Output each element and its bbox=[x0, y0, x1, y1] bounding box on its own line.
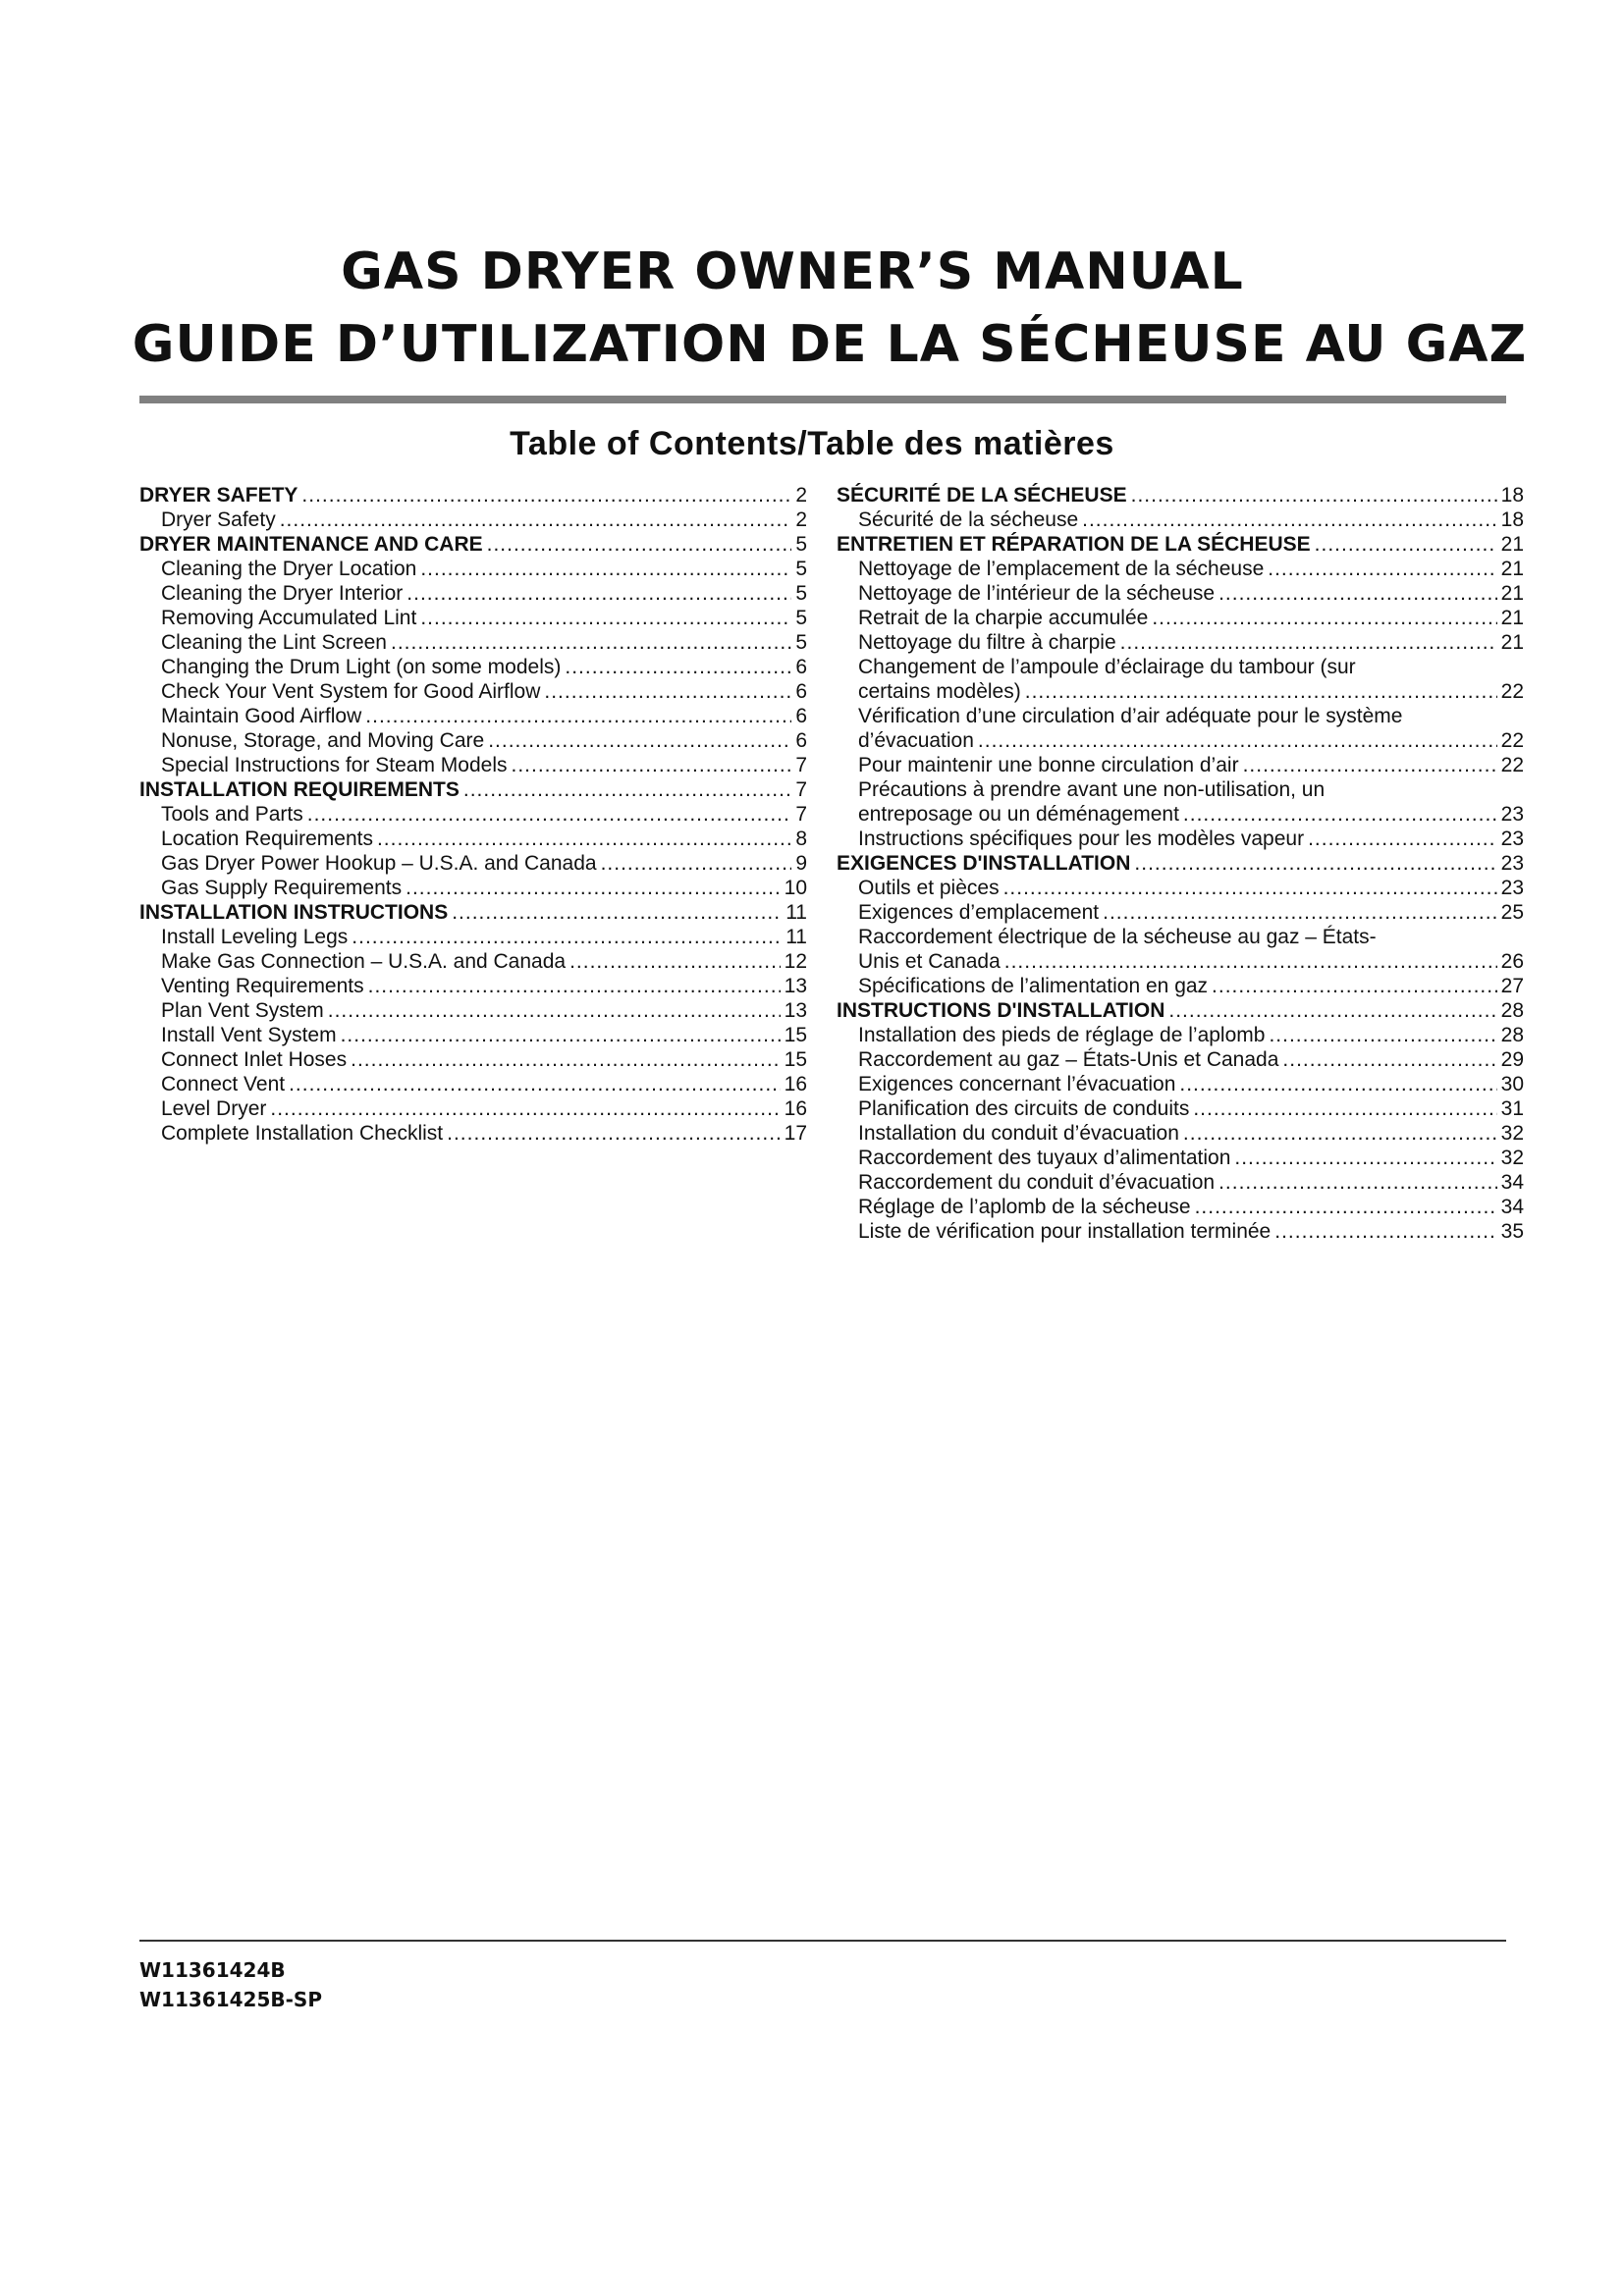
toc-page-number: 6 bbox=[795, 705, 807, 727]
toc-heading: Table of Contents/Table des matières bbox=[510, 425, 1114, 462]
toc-page-number: 34 bbox=[1500, 1196, 1524, 1218]
toc-entry bbox=[139, 925, 807, 949]
toc-page-number: 5 bbox=[795, 558, 807, 580]
toc-dot-leader bbox=[1183, 802, 1497, 827]
toc-page-number: 23 bbox=[1500, 828, 1524, 850]
toc-entry bbox=[139, 679, 807, 704]
toc-entry-label: ENTRETIEN ET RÉPARATION DE LA SÉCHEUSE bbox=[837, 533, 1311, 556]
toc-section-entry bbox=[837, 998, 1524, 1023]
toc-page-number: 10 bbox=[784, 877, 807, 899]
toc-entry bbox=[139, 630, 807, 655]
part-numbers bbox=[139, 1955, 322, 2014]
toc-dot-leader bbox=[301, 483, 791, 507]
toc-entry-label: Nettoyage de l’intérieur de la sécheuse bbox=[858, 582, 1216, 605]
toc-entry-label: Location Requirements bbox=[161, 828, 373, 850]
toc-section-entry bbox=[837, 851, 1524, 876]
toc-entry bbox=[837, 606, 1524, 630]
toc-entry bbox=[837, 1047, 1524, 1072]
toc-page-number: 11 bbox=[785, 926, 807, 948]
toc-entry bbox=[837, 876, 1524, 900]
toc-page-number: 9 bbox=[795, 852, 807, 875]
toc-dot-leader bbox=[391, 630, 791, 655]
toc-entry-label: Gas Supply Requirements bbox=[161, 877, 403, 899]
toc-entry-label: Sécurité de la sécheuse bbox=[858, 508, 1079, 531]
toc-page-number: 22 bbox=[1500, 680, 1524, 703]
toc-dot-leader bbox=[1179, 1072, 1496, 1096]
toc-dot-leader bbox=[351, 1047, 781, 1072]
toc-entry-label: Exigences concernant l’évacuation bbox=[858, 1073, 1176, 1095]
toc-page-number: 34 bbox=[1500, 1171, 1524, 1194]
toc-entry-label: Liste de vérification pour installation terminée bbox=[858, 1220, 1272, 1243]
toc-entry-label: Level Dryer bbox=[161, 1097, 267, 1120]
toc-entry-label: INSTALLATION REQUIREMENTS bbox=[139, 778, 460, 801]
toc-dot-leader bbox=[1003, 876, 1497, 900]
toc-entry-label: Nettoyage du filtre à charpie bbox=[858, 631, 1116, 654]
toc-dot-leader bbox=[365, 704, 791, 728]
toc-dot-leader bbox=[1152, 606, 1496, 630]
toc-page-number: 18 bbox=[1500, 508, 1524, 531]
toc-entry-label: Planification des circuits de conduits bbox=[858, 1097, 1190, 1120]
toc-dot-leader bbox=[1193, 1096, 1496, 1121]
toc-entry bbox=[139, 851, 807, 876]
toc-dot-leader bbox=[1120, 630, 1497, 655]
toc-entry bbox=[139, 581, 807, 606]
toc-dot-leader bbox=[447, 1121, 781, 1146]
toc-page-number: 21 bbox=[1500, 533, 1524, 556]
toc-entry bbox=[139, 1096, 807, 1121]
toc-page-number: 13 bbox=[784, 975, 807, 997]
toc-page-number: 28 bbox=[1500, 999, 1524, 1022]
toc-dot-leader bbox=[1274, 1219, 1496, 1244]
toc-page-number: 15 bbox=[784, 1024, 807, 1046]
toc-entry bbox=[837, 827, 1524, 851]
toc-page-number: 29 bbox=[1500, 1048, 1524, 1071]
toc-entry-label: Tools and Parts bbox=[161, 803, 303, 826]
toc-section-entry bbox=[139, 483, 807, 507]
toc-entry bbox=[837, 630, 1524, 655]
toc-page-number: 26 bbox=[1500, 950, 1524, 973]
toc-entry bbox=[837, 1219, 1524, 1244]
toc-dot-leader bbox=[565, 655, 791, 679]
toc-entry-label: Installation du conduit d’évacuation bbox=[858, 1122, 1179, 1145]
toc-entry-label: Cleaning the Lint Screen bbox=[161, 631, 387, 654]
toc-section-entry bbox=[837, 532, 1524, 557]
toc-dot-leader bbox=[601, 851, 792, 876]
toc-page-number: 2 bbox=[795, 484, 807, 507]
toc-entry-label: Maintain Good Airflow bbox=[161, 705, 362, 727]
toc-entry bbox=[139, 704, 807, 728]
toc-entry bbox=[837, 1146, 1524, 1170]
toc-page-number: 6 bbox=[795, 680, 807, 703]
toc-page-number: 21 bbox=[1500, 558, 1524, 580]
toc-page-number: 16 bbox=[784, 1097, 807, 1120]
toc-entry bbox=[837, 777, 1524, 802]
toc-dot-leader bbox=[1243, 753, 1497, 777]
toc-page-number: 15 bbox=[784, 1048, 807, 1071]
toc-entry-label: Réglage de l’aplomb de la sécheuse bbox=[858, 1196, 1191, 1218]
toc-entry-label: Instructions spécifiques pour les modèles vapeur bbox=[858, 828, 1305, 850]
toc-dot-leader bbox=[1212, 974, 1497, 998]
toc-page-number: 5 bbox=[795, 533, 807, 556]
toc-dot-leader bbox=[270, 1096, 780, 1121]
toc-dot-leader bbox=[280, 507, 792, 532]
toc-page-number: 7 bbox=[795, 803, 807, 826]
toc-dot-leader bbox=[544, 679, 791, 704]
toc-dot-leader bbox=[1025, 679, 1497, 704]
toc-dot-leader bbox=[328, 998, 781, 1023]
toc-page-number: 27 bbox=[1500, 975, 1524, 997]
toc-page-number: 6 bbox=[795, 656, 807, 678]
toc-entry bbox=[837, 925, 1524, 949]
toc-entry-label: Raccordement des tuyaux d’alimentation bbox=[858, 1147, 1231, 1169]
toc-entry-label: Check Your Vent System for Good Airflow bbox=[161, 680, 541, 703]
toc-page-number: 35 bbox=[1500, 1220, 1524, 1243]
toc-dot-leader bbox=[569, 949, 781, 974]
toc-dot-leader bbox=[1234, 1146, 1496, 1170]
toc-entry-label: d’évacuation bbox=[858, 729, 974, 752]
toc-entry-label: entreposage ou un déménagement bbox=[858, 803, 1179, 826]
toc-page-number: 21 bbox=[1500, 631, 1524, 654]
toc-entry bbox=[139, 827, 807, 851]
toc-entry bbox=[837, 753, 1524, 777]
toc-entry-label: Raccordement électrique de la sécheuse au gaz – États- bbox=[858, 926, 1377, 948]
part-number-english: W11361424B bbox=[139, 1958, 286, 1982]
toc-page-number: 13 bbox=[784, 999, 807, 1022]
toc-dot-leader bbox=[352, 925, 782, 949]
toc-page-number: 6 bbox=[795, 729, 807, 752]
toc-page-number: 23 bbox=[1500, 852, 1524, 875]
toc-entry-label: Changement de l’ampoule d’éclairage du tambour (sur bbox=[858, 656, 1356, 678]
toc-entry-label: Venting Requirements bbox=[161, 975, 364, 997]
toc-page-number: 21 bbox=[1500, 607, 1524, 629]
toc-entry-label: Connect Inlet Hoses bbox=[161, 1048, 348, 1071]
toc-english-column bbox=[139, 483, 807, 1146]
toc-dot-leader bbox=[487, 532, 792, 557]
toc-dot-leader bbox=[420, 557, 791, 581]
toc-dot-leader bbox=[1131, 483, 1497, 507]
toc-dot-leader bbox=[1315, 532, 1497, 557]
toc-entry bbox=[139, 802, 807, 827]
toc-dot-leader bbox=[1308, 827, 1497, 851]
toc-entry bbox=[139, 753, 807, 777]
toc-page-number: 18 bbox=[1500, 484, 1524, 507]
toc-page-number: 22 bbox=[1500, 754, 1524, 776]
toc-entry bbox=[139, 1121, 807, 1146]
toc-section-entry bbox=[139, 777, 807, 802]
toc-entry bbox=[837, 581, 1524, 606]
toc-page-number: 7 bbox=[795, 754, 807, 776]
toc-section-entry bbox=[139, 900, 807, 925]
toc-entry-label: Plan Vent System bbox=[161, 999, 324, 1022]
toc-page-number: 5 bbox=[795, 631, 807, 654]
toc-page-number: 16 bbox=[784, 1073, 807, 1095]
toc-dot-leader bbox=[488, 728, 791, 753]
toc-dot-leader bbox=[406, 876, 781, 900]
title-french: GUIDE D’UTILIZATION DE LA SÉCHEUSE AU GAZ bbox=[132, 315, 1528, 374]
toc-entry-label: Vérification d’une circulation d’air adéquate pour le système bbox=[858, 705, 1403, 727]
toc-entry-label: Outils et pièces bbox=[858, 877, 1000, 899]
toc-dot-leader bbox=[1168, 998, 1496, 1023]
toc-entry-label: certains modèles) bbox=[858, 680, 1021, 703]
toc-entry-label: Complete Installation Checklist bbox=[161, 1122, 444, 1145]
toc-dot-leader bbox=[377, 827, 791, 851]
toc-dot-leader bbox=[307, 802, 792, 827]
toc-entry bbox=[139, 974, 807, 998]
toc-page-number: 31 bbox=[1500, 1097, 1524, 1120]
toc-entry-label: Install Leveling Legs bbox=[161, 926, 349, 948]
toc-page-number: 17 bbox=[784, 1122, 807, 1145]
toc-entry bbox=[139, 949, 807, 974]
toc-entry bbox=[837, 679, 1524, 704]
toc-entry-label: Raccordement du conduit d’évacuation bbox=[858, 1171, 1216, 1194]
toc-dot-leader bbox=[1082, 507, 1497, 532]
toc-page-number: 32 bbox=[1500, 1122, 1524, 1145]
toc-dot-leader bbox=[1103, 900, 1497, 925]
toc-entry bbox=[837, 557, 1524, 581]
toc-entry-label: Make Gas Connection – U.S.A. and Canada bbox=[161, 950, 567, 973]
toc-dot-leader bbox=[512, 753, 792, 777]
toc-entry-label: Nettoyage de l’emplacement de la sécheuse bbox=[858, 558, 1265, 580]
part-number-spanish: W11361425B-SP bbox=[139, 1988, 322, 2011]
toc-entry bbox=[139, 507, 807, 532]
bottom-divider bbox=[139, 1940, 1506, 1942]
toc-dot-leader bbox=[341, 1023, 781, 1047]
toc-page-number: 30 bbox=[1500, 1073, 1524, 1095]
toc-entry bbox=[837, 900, 1524, 925]
toc-dot-leader bbox=[289, 1072, 781, 1096]
toc-entry bbox=[139, 655, 807, 679]
toc-entry bbox=[139, 876, 807, 900]
toc-page-number: 32 bbox=[1500, 1147, 1524, 1169]
toc-entry-label: Changing the Drum Light (on some models) bbox=[161, 656, 562, 678]
toc-dot-leader bbox=[368, 974, 781, 998]
toc-entry-label: Unis et Canada bbox=[858, 950, 1001, 973]
toc-page-number: 25 bbox=[1500, 901, 1524, 924]
toc-entry bbox=[837, 1096, 1524, 1121]
toc-entry-label: Pour maintenir une bonne circulation d’air bbox=[858, 754, 1239, 776]
toc-dot-leader bbox=[1269, 1023, 1496, 1047]
toc-entry bbox=[139, 606, 807, 630]
toc-page-number: 11 bbox=[785, 901, 807, 924]
toc-entry-label: Gas Dryer Power Hookup – U.S.A. and Canada bbox=[161, 852, 597, 875]
toc-dot-leader bbox=[1268, 557, 1496, 581]
toc-entry bbox=[139, 998, 807, 1023]
toc-entry-label: Raccordement au gaz – États-Unis et Canada bbox=[858, 1048, 1279, 1071]
toc-entry bbox=[837, 802, 1524, 827]
toc-dot-leader bbox=[1195, 1195, 1497, 1219]
toc-entry-label: Spécifications de l’alimentation en gaz bbox=[858, 975, 1209, 997]
toc-page-number: 5 bbox=[795, 607, 807, 629]
toc-entry-label: INSTRUCTIONS D'INSTALLATION bbox=[837, 999, 1165, 1022]
toc-dot-leader bbox=[406, 581, 791, 606]
toc-dot-leader bbox=[1004, 949, 1497, 974]
toc-entry-label: DRYER SAFETY bbox=[139, 484, 298, 507]
toc-entry-label: Installation des pieds de réglage de l’aplomb bbox=[858, 1024, 1266, 1046]
toc-dot-leader bbox=[1218, 1170, 1497, 1195]
toc-page-number: 2 bbox=[795, 508, 807, 531]
toc-entry-label: DRYER MAINTENANCE AND CARE bbox=[139, 533, 483, 556]
toc-entry-label: EXIGENCES D'INSTALLATION bbox=[837, 852, 1131, 875]
toc-dot-leader bbox=[452, 900, 782, 925]
toc-entry bbox=[837, 1121, 1524, 1146]
toc-entry-label: Nonuse, Storage, and Moving Care bbox=[161, 729, 485, 752]
toc-dot-leader bbox=[1282, 1047, 1496, 1072]
toc-entry-label: Cleaning the Dryer Interior bbox=[161, 582, 404, 605]
toc-dot-leader bbox=[1183, 1121, 1497, 1146]
toc-entry-label: Connect Vent bbox=[161, 1073, 286, 1095]
toc-entry bbox=[139, 557, 807, 581]
toc-section-entry bbox=[837, 483, 1524, 507]
toc-french-column bbox=[837, 483, 1524, 1244]
toc-entry bbox=[139, 728, 807, 753]
toc-page-number: 22 bbox=[1500, 729, 1524, 752]
toc-entry bbox=[139, 1047, 807, 1072]
toc-entry bbox=[837, 655, 1524, 679]
toc-entry-label: Exigences d’emplacement bbox=[858, 901, 1100, 924]
toc-entry-label: Install Vent System bbox=[161, 1024, 337, 1046]
toc-entry-label: Retrait de la charpie accumulée bbox=[858, 607, 1149, 629]
toc-entry bbox=[837, 949, 1524, 974]
toc-entry-label: Cleaning the Dryer Location bbox=[161, 558, 417, 580]
toc-page-number: 23 bbox=[1500, 877, 1524, 899]
toc-entry bbox=[837, 704, 1524, 728]
toc-dot-leader bbox=[1134, 851, 1496, 876]
toc-page-number: 23 bbox=[1500, 803, 1524, 826]
toc-page-number: 7 bbox=[795, 778, 807, 801]
toc-entry-label: Précautions à prendre avant une non-utilisation, un bbox=[858, 778, 1326, 801]
toc-entry-label: INSTALLATION INSTRUCTIONS bbox=[139, 901, 449, 924]
toc-page-number: 5 bbox=[795, 582, 807, 605]
toc-entry-label: Removing Accumulated Lint bbox=[161, 607, 417, 629]
toc-dot-leader bbox=[463, 777, 791, 802]
toc-dot-leader bbox=[1218, 581, 1497, 606]
toc-entry-label: Special Instructions for Steam Models bbox=[161, 754, 508, 776]
toc-entry bbox=[837, 974, 1524, 998]
toc-entry bbox=[139, 1023, 807, 1047]
toc-entry-label: Dryer Safety bbox=[161, 508, 276, 531]
toc-entry bbox=[139, 1072, 807, 1096]
title-english: GAS DRYER OWNER’S MANUAL bbox=[341, 242, 1244, 301]
toc-page-number: 8 bbox=[795, 828, 807, 850]
toc-page-number: 12 bbox=[784, 950, 807, 973]
toc-entry bbox=[837, 1195, 1524, 1219]
toc-entry bbox=[837, 728, 1524, 753]
toc-dot-leader bbox=[420, 606, 791, 630]
toc-entry-label: SÉCURITÉ DE LA SÉCHEUSE bbox=[837, 484, 1127, 507]
toc-dot-leader bbox=[978, 728, 1497, 753]
toc-page-number: 21 bbox=[1500, 582, 1524, 605]
toc-entry bbox=[837, 1072, 1524, 1096]
toc-entry bbox=[837, 1170, 1524, 1195]
toc-page-number: 28 bbox=[1500, 1024, 1524, 1046]
toc-entry bbox=[837, 1023, 1524, 1047]
toc-entry bbox=[837, 507, 1524, 532]
toc-section-entry bbox=[139, 532, 807, 557]
top-divider bbox=[139, 396, 1506, 403]
